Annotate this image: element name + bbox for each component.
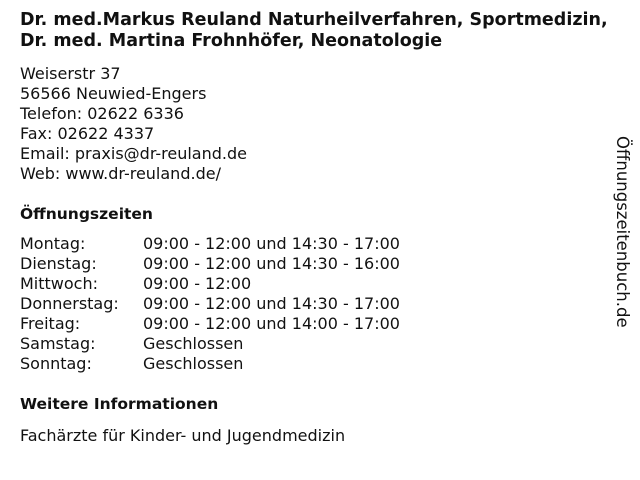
hours-time: 09:00 - 12:00 und 14:30 - 16:00: [143, 254, 400, 273]
hours-time: Geschlossen: [143, 354, 244, 373]
hours-day: Samstag:: [20, 334, 96, 353]
hours-row: [20, 314, 400, 334]
opening-hours-heading: Öffnungszeiten: [20, 205, 153, 223]
further-info-heading: Weitere Informationen: [20, 395, 219, 413]
hours-time: 09:00 - 12:00 und 14:30 - 17:00: [143, 294, 400, 313]
opening-hours-table: [20, 234, 400, 374]
site-watermark: Öffnungszeitenbuch.de: [613, 136, 632, 328]
hours-row: [20, 354, 400, 374]
hours-time: 09:00 - 12:00 und 14:30 - 17:00: [143, 234, 400, 253]
hours-row: [20, 334, 400, 354]
hours-time: Geschlossen: [143, 334, 244, 353]
hours-day: Donnerstag:: [20, 294, 119, 313]
email-address: Email: praxis@dr-reuland.de: [20, 144, 247, 163]
hours-row: [20, 274, 400, 294]
phone-number: Telefon: 02622 6336: [20, 104, 184, 123]
hours-row: [20, 294, 400, 314]
hours-time: 09:00 - 12:00 und 14:00 - 17:00: [143, 314, 400, 333]
hours-day: Freitag:: [20, 314, 81, 333]
hours-day: Sonntag:: [20, 354, 92, 373]
fax-number: Fax: 02622 4337: [20, 124, 155, 143]
hours-day: Mittwoch:: [20, 274, 98, 293]
hours-day: Montag:: [20, 234, 86, 253]
hours-row: [20, 234, 400, 254]
page-title: Dr. med.Markus Reuland Naturheilverfahren, Sportmedizin, Dr. med. Martina Frohnhöfer, Neonatologie: [20, 10, 608, 51]
further-info-text: Fachärzte für Kinder- und Jugendmedizin: [20, 426, 346, 445]
website: Web: www.dr-reuland.de/: [20, 164, 221, 183]
street-address: Weiserstr 37: [20, 64, 121, 83]
city-address: 56566 Neuwied-Engers: [20, 84, 207, 103]
contact-block: [20, 64, 247, 184]
hours-time: 09:00 - 12:00: [143, 274, 252, 293]
hours-row: [20, 254, 400, 274]
hours-day: Dienstag:: [20, 254, 97, 273]
